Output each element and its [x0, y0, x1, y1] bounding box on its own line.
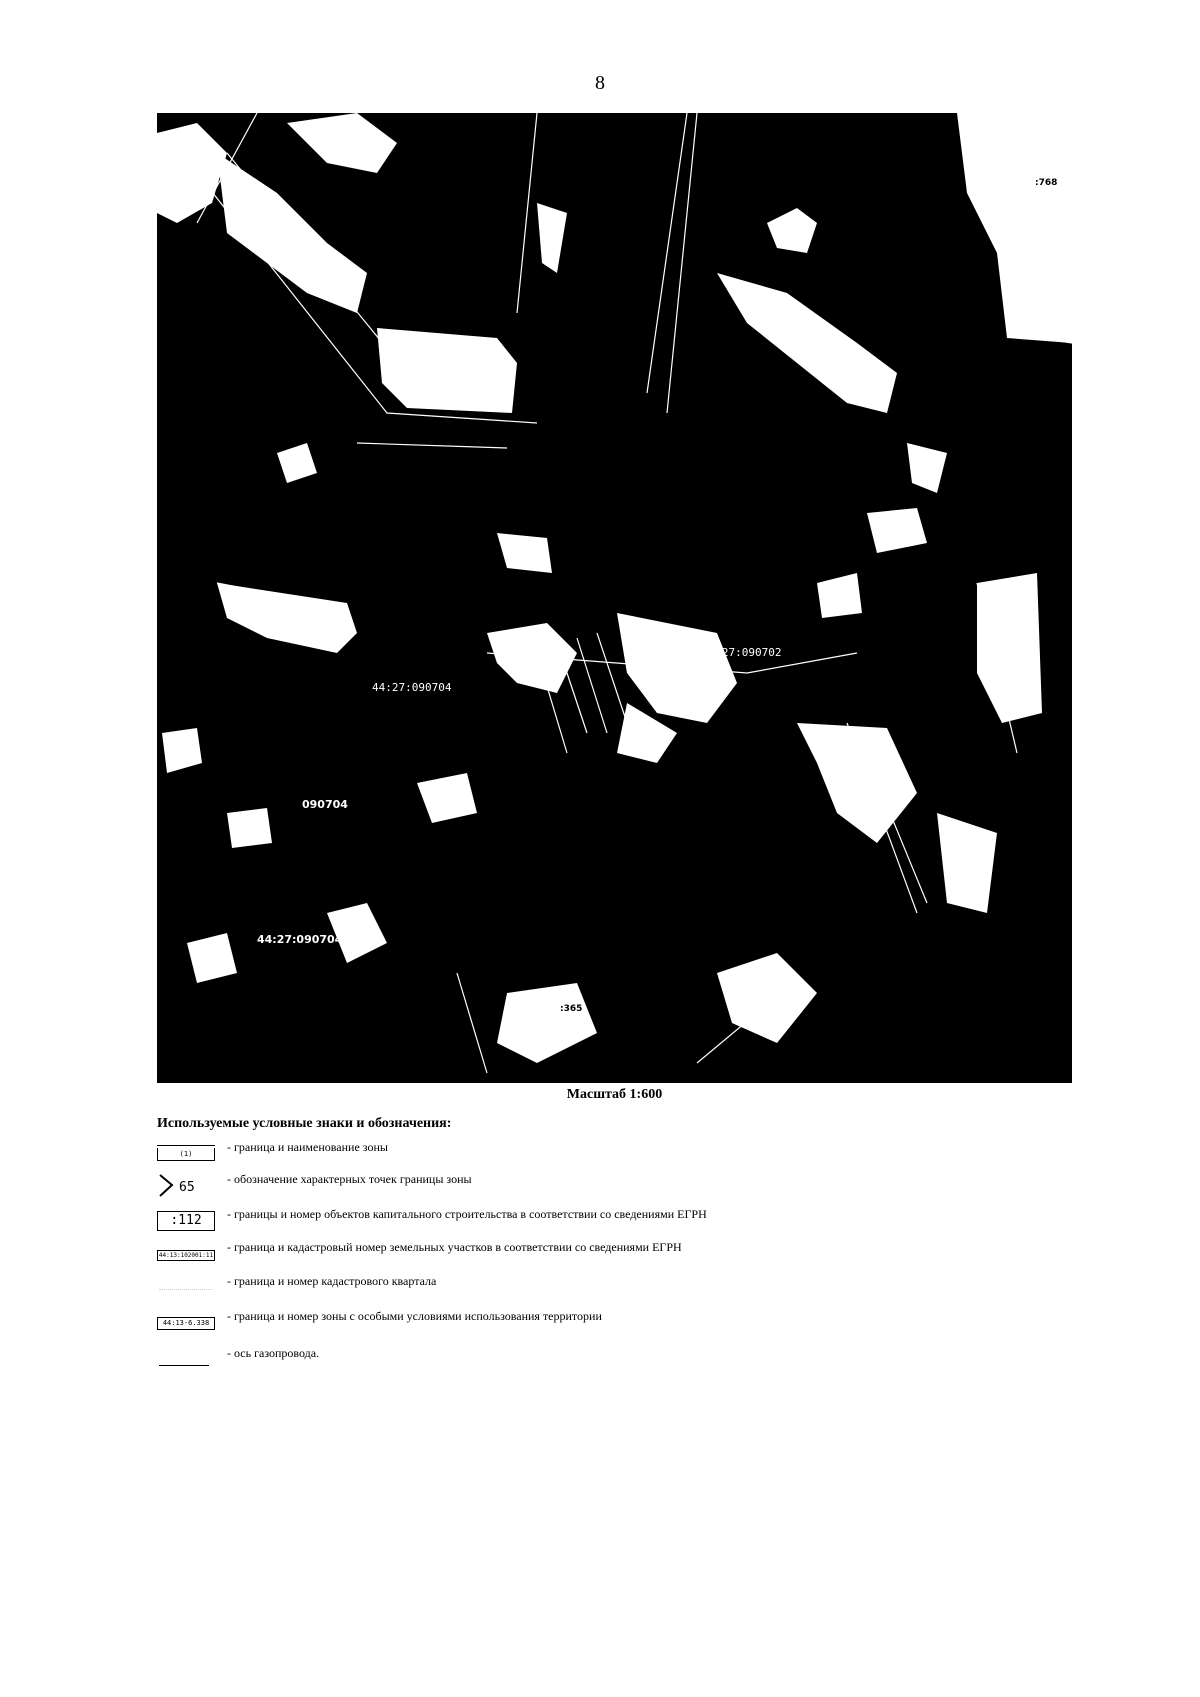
legend-item-zone-points	[157, 1172, 1057, 1196]
special-zone-symbol	[157, 1313, 219, 1337]
map-image	[157, 113, 1072, 1083]
capital-object-symbol	[157, 1209, 219, 1233]
map-scale: Масштаб 1:600	[566, 1087, 663, 1102]
zone-point-symbol	[157, 1172, 219, 1196]
quarter-label-right: 44:27:090702	[702, 646, 782, 659]
cadastral-quarter-symbol	[157, 1278, 219, 1302]
legend-text-land-parcels: - граница и кадастровый номер земельных участков в соответствии со сведениями ЕГРН	[227, 1240, 682, 1254]
legend-item-capital-objects	[157, 1209, 1057, 1233]
object-label-768: :768	[1035, 178, 1058, 188]
legend-item-cadastral-quarter	[157, 1274, 1057, 1302]
land-parcel-symbol	[157, 1244, 219, 1268]
quarter-label-center: 44:27:090704	[372, 681, 452, 694]
gas-pipeline-symbol	[157, 1347, 219, 1371]
legend-text-zone-boundary: - граница и наименование зоны	[227, 1140, 388, 1154]
capital-object-number: :112	[157, 1211, 215, 1231]
object-label-365: :365	[560, 1004, 583, 1014]
zone-point-number: 65	[179, 1180, 195, 1195]
legend-text-zone-points: - обозначение характерных точек границы зоны	[227, 1172, 472, 1186]
legend-item-zone-boundary	[157, 1141, 1057, 1165]
aerial-map	[157, 113, 1072, 1083]
legend-text-capital-objects: - границы и номер объектов капитального строительства в соответствии со сведениями ЕГРН	[227, 1207, 707, 1221]
parcel-label-lower: 44:27:090704:384	[257, 933, 370, 946]
zone-boundary-symbol	[157, 1141, 219, 1165]
legend-item-special-zone	[157, 1309, 1057, 1337]
land-parcel-number: 44:13:102001:11	[158, 1252, 214, 1259]
legend-text-gas-pipeline: - ось газопровода.	[227, 1346, 320, 1360]
legend-text-cadastral-quarter: - граница и номер кадастрового квартала	[227, 1274, 437, 1288]
legend-title: Используемые условные знаки и обозначения:	[157, 1116, 452, 1131]
page-number: 8	[595, 72, 605, 94]
parcel-label-left: 090704	[302, 798, 348, 811]
legend-text-special-zone: - граница и номер зоны с особыми условиями использования территории	[227, 1309, 602, 1323]
special-zone-number: 44:13-6.338	[157, 1317, 215, 1330]
legend-item-gas-pipeline	[157, 1347, 1057, 1371]
zone-name-label: (1)	[157, 1148, 215, 1161]
legend-item-land-parcels	[157, 1240, 1057, 1268]
